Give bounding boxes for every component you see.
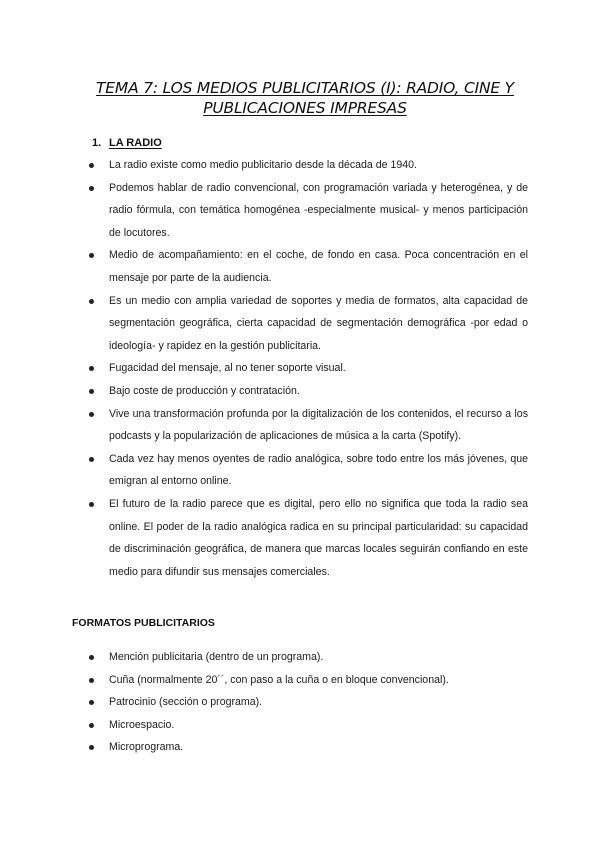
bullet-icon xyxy=(89,700,94,705)
bullet-icon xyxy=(89,186,94,191)
bullet-icon xyxy=(89,366,94,371)
formats-heading: FORMATOS PUBLICITARIOS xyxy=(72,617,215,629)
bullet-icon xyxy=(89,502,94,507)
list-item-text: Patrocinio (sección o programa). xyxy=(109,696,263,709)
list-item xyxy=(0,714,600,737)
list-item-text: Cuña (normalmente 20´´, con paso a la cuña o en bloque convencional). xyxy=(109,673,449,686)
document-title xyxy=(60,78,550,118)
bullet-icon xyxy=(89,299,94,304)
list-item xyxy=(0,357,600,380)
bullet-icon xyxy=(89,253,94,258)
list-item xyxy=(0,493,600,583)
list-item xyxy=(0,691,600,714)
list-item xyxy=(0,380,600,403)
list-item-text: Es un medio con amplia variedad de soportes y media de formatos, alta capacidad de segmentación geográfica, cierta capacidad de segmentación demográfica -por edad o ideología- y rapidez en la gestión publicitaria. xyxy=(109,294,528,352)
list-item xyxy=(0,177,600,245)
list-item-text: La radio existe como medio publicitario desde la década de 1940. xyxy=(109,159,418,171)
section-title: LA RADIO xyxy=(109,137,162,149)
list-item xyxy=(0,154,600,177)
list-item xyxy=(0,448,600,493)
list-item-text: El futuro de la radio parece que es digital, pero ello no significa que toda la radio sea online. El poder de la radio analógica radica en su principal particularidad: su capacidad de discriminación geográfica, de manera que marcas locales seguirán confiando en este medio para difundir sus mensajes comerciales. xyxy=(109,497,528,578)
list-item xyxy=(0,290,600,358)
list-item-text: Microprograma. xyxy=(109,741,184,754)
bullet-icon xyxy=(89,745,94,750)
list-item-text: Vive una transformación profunda por la digitalización de los contenidos, el recurso a los podcasts y la popularización de aplicaciones de música a la carta (Spotify). xyxy=(109,407,528,443)
list-item-text: Mención publicitaria (dentro de un programa). xyxy=(109,651,324,663)
section-number: 1. xyxy=(92,137,102,149)
list-item-text: Medio de acompañamiento: en el coche, de fondo en casa. Poca concentración en el mensaje por parte de la audiencia. xyxy=(109,249,528,284)
bullet-icon xyxy=(89,655,94,660)
list-item-text: Microespacio. xyxy=(109,718,175,731)
bullet-icon xyxy=(89,163,94,168)
list-item xyxy=(0,669,600,692)
bullet-icon xyxy=(89,457,94,462)
section-heading-radio xyxy=(92,137,162,149)
bullet-icon xyxy=(89,389,94,394)
list-item xyxy=(0,403,600,448)
bullet-icon xyxy=(89,412,94,417)
list-item xyxy=(0,736,600,759)
list-item-text: Bajo coste de producción y contratación. xyxy=(109,384,300,397)
list-item-text: Podemos hablar de radio convencional, con programación variada y heterogénea, y de radio fórmula, con temática homogénea -especialmente musical- y menos participación de locutores. xyxy=(109,181,528,239)
bullet-icon xyxy=(89,678,94,683)
radio-bullet-list xyxy=(0,154,600,583)
title-line-1: TEMA 7: LOS MEDIOS PUBLICITARIOS (I): RADIO, CINE Y xyxy=(96,79,514,97)
bullet-icon xyxy=(89,723,94,728)
title-line-2: PUBLICACIONES IMPRESAS xyxy=(203,99,407,117)
list-item-text: Fugacidad del mensaje, al no tener soporte visual. xyxy=(109,362,346,375)
list-item xyxy=(0,646,600,669)
list-item xyxy=(0,244,600,289)
list-item-text: Cada vez hay menos oyentes de radio analógica, sobre todo entre los más jóvenes, que emigran al entorno online. xyxy=(109,452,528,488)
formats-bullet-list xyxy=(0,646,600,759)
